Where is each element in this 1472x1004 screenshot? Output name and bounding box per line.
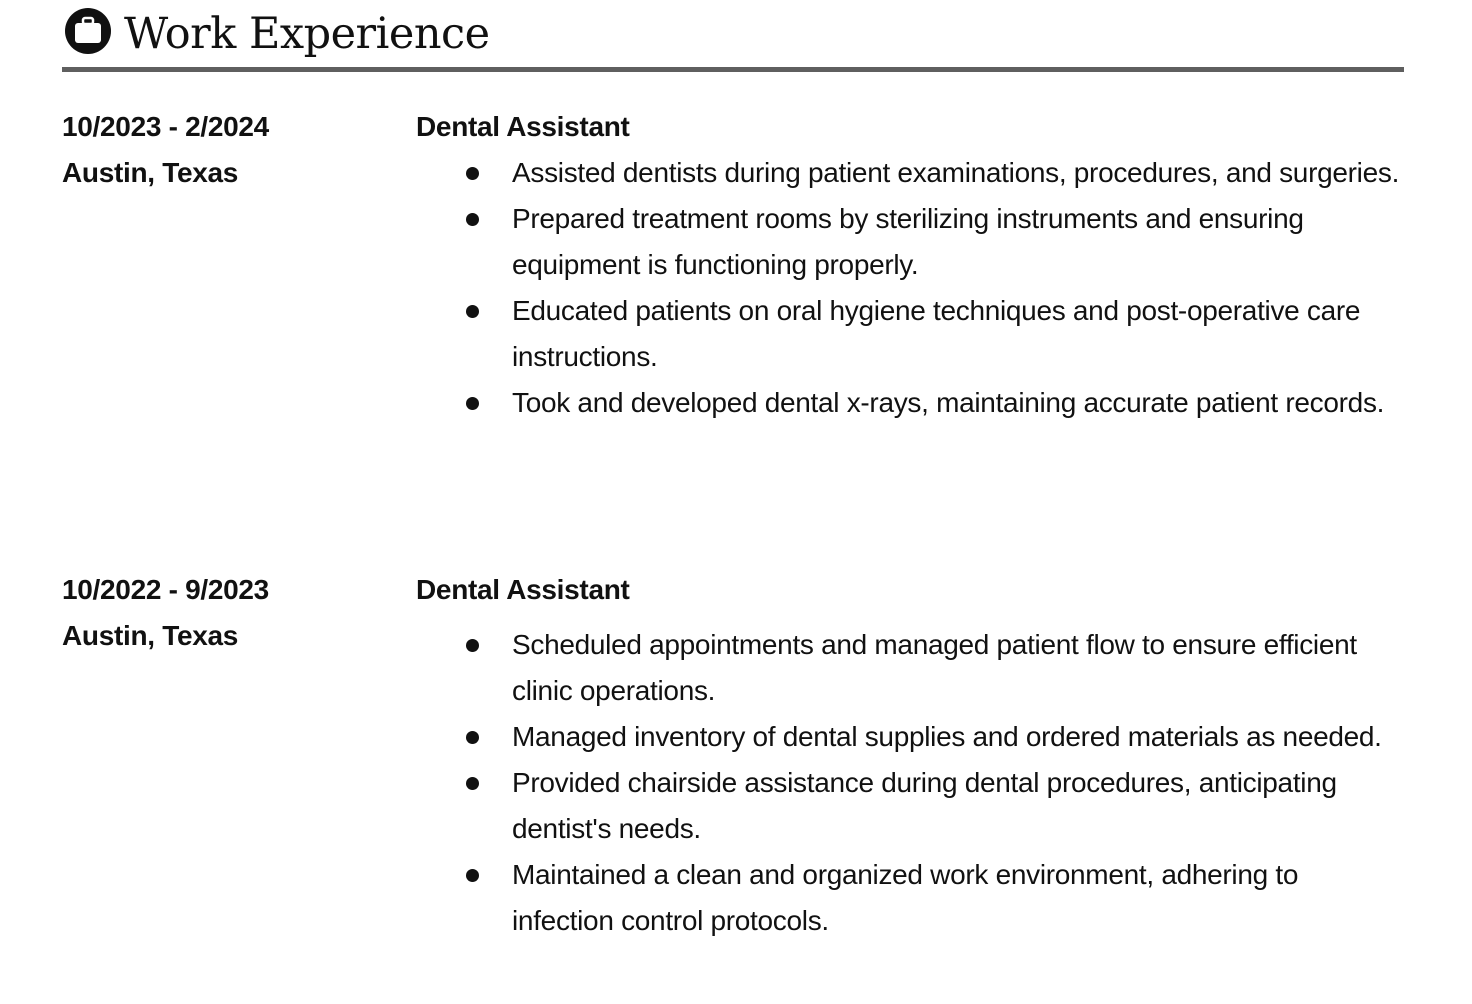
bullet-text: Educated patients on oral hygiene techniques and post-operative care instructions. xyxy=(512,295,1361,372)
section-title: Work Experience xyxy=(124,9,490,59)
job-meta xyxy=(62,104,392,196)
bullet-text: Took and developed dental x-rays, maintaining accurate patient records. xyxy=(512,387,1385,418)
job-bullet-list xyxy=(462,622,1402,944)
bullet-icon xyxy=(466,397,479,410)
list-item xyxy=(462,150,1402,196)
job-bullet-list xyxy=(462,150,1402,426)
list-item xyxy=(462,380,1402,426)
bullet-text: Assisted dentists during patient examinations, procedures, and surgeries. xyxy=(512,157,1400,188)
bullet-text: Maintained a clean and organized work environment, adhering to infection control protocols. xyxy=(512,859,1299,936)
work-experience-header xyxy=(62,4,1404,74)
bullet-text: Provided chairside assistance during dental procedures, anticipating dentist's needs. xyxy=(512,767,1337,844)
bullet-icon xyxy=(466,639,479,652)
job-title: Dental Assistant xyxy=(416,111,630,142)
job-location: Austin, Texas xyxy=(62,620,239,651)
bullet-text: Prepared treatment rooms by sterilizing instruments and ensuring equipment is functioning properly. xyxy=(512,203,1304,280)
bullet-icon xyxy=(466,213,479,226)
section-divider xyxy=(62,67,1404,72)
bullet-icon xyxy=(466,305,479,318)
bullet-icon xyxy=(466,869,479,882)
list-item xyxy=(462,196,1402,288)
job-meta xyxy=(62,567,392,659)
job-date: 10/2022 - 9/2023 xyxy=(62,574,269,605)
bullet-text: Scheduled appointments and managed patient flow to ensure efficient clinic operations. xyxy=(512,629,1357,706)
bullet-text: Managed inventory of dental supplies and ordered materials as needed. xyxy=(512,721,1382,752)
list-item xyxy=(462,622,1402,714)
list-item xyxy=(462,288,1402,380)
bullet-icon xyxy=(466,777,479,790)
list-item xyxy=(462,714,1402,760)
bullet-icon xyxy=(466,731,479,744)
job-location: Austin, Texas xyxy=(62,157,239,188)
list-item xyxy=(462,852,1402,944)
briefcase-icon xyxy=(64,7,112,55)
list-item xyxy=(462,760,1402,852)
bullet-icon xyxy=(466,167,479,180)
job-title: Dental Assistant xyxy=(416,574,630,605)
job-date: 10/2023 - 2/2024 xyxy=(62,111,269,142)
